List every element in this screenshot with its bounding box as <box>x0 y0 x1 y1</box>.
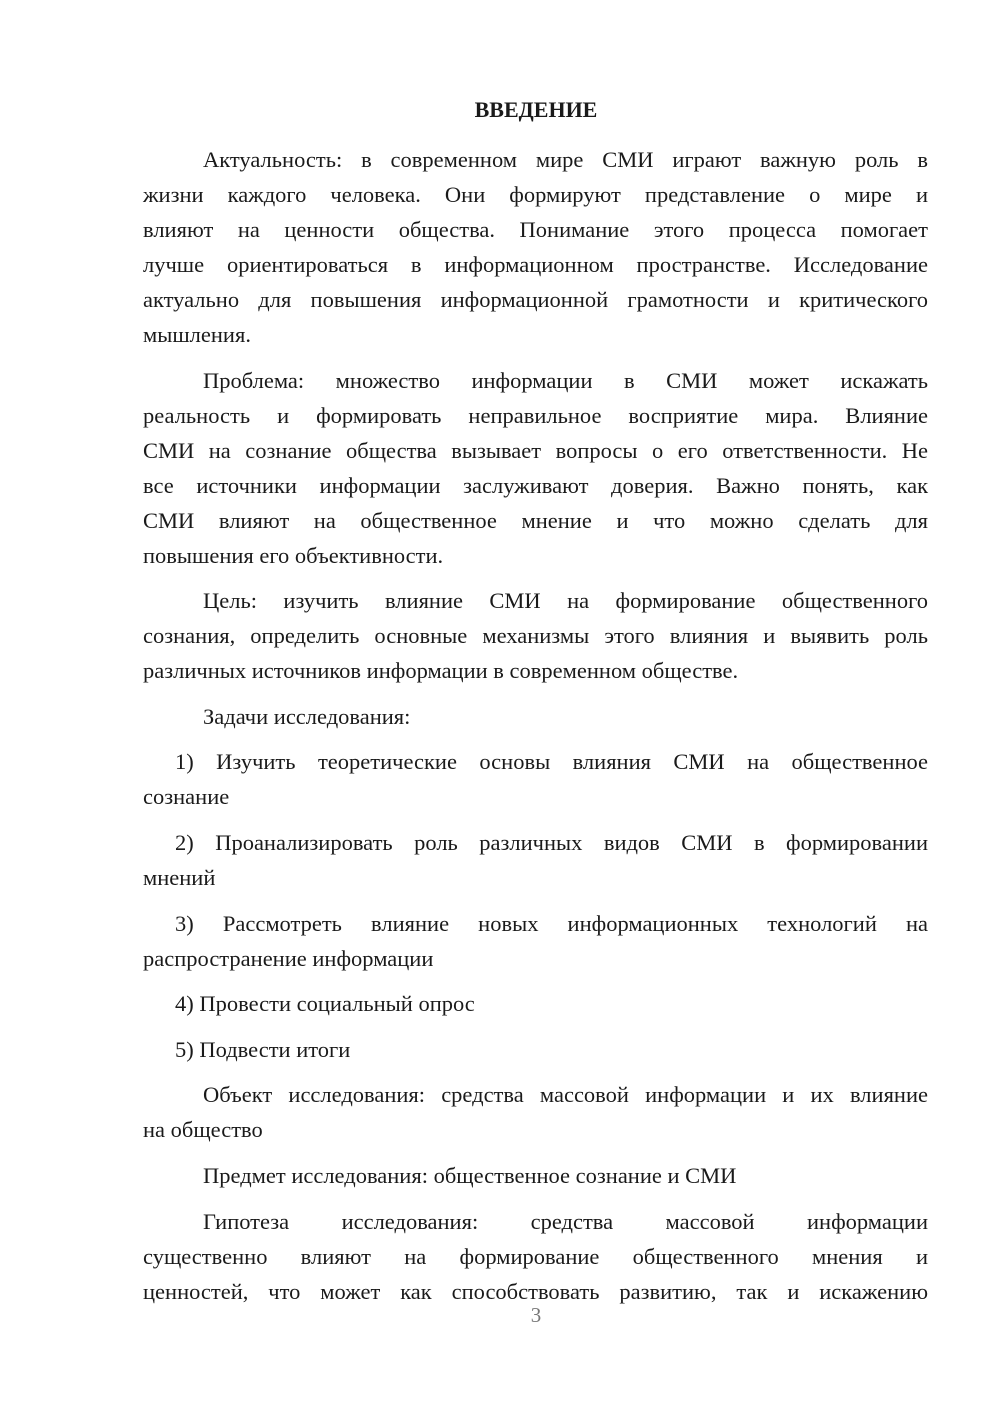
text-line: Задачи исследования: <box>203 703 411 729</box>
text-line: влияют на ценности общества. Понимание этого процесса помогает <box>143 217 928 242</box>
text-line: лучше ориентироваться в информационном пространстве. Исследование <box>143 252 928 277</box>
text-line: повышения его объективности. <box>143 542 444 568</box>
document-body <box>143 142 928 1319</box>
list-item <box>143 744 928 814</box>
list-item <box>143 986 928 1021</box>
text-line: 2) Проанализировать роль различных видов СМИ в формировании <box>175 829 928 855</box>
text-line: распространение информации <box>143 945 434 971</box>
text-line: актуально для повышения информационной грамотности и критического <box>143 287 928 312</box>
text-line: мнений <box>143 864 216 890</box>
text-line: Цель: изучить влияние СМИ на формирование общественного <box>203 588 928 614</box>
text-line: 5) Подвести итоги <box>175 1036 351 1062</box>
text-line: все источники информации заслуживают доверия. Важно понять, как <box>143 472 928 498</box>
text-line: существенно влияют на формирование общественного мнения и <box>143 1243 928 1269</box>
text-line: жизни каждого человека. Они формируют представление о мире и <box>143 182 928 207</box>
text-line: сознания, определить основные механизмы этого влияния и выявить роль <box>143 623 928 649</box>
page-number: 3 <box>530 1303 542 1327</box>
text-line: 3) Рассмотреть влияние новых информационных технологий на <box>175 910 928 936</box>
text-line: реальность и формировать неправильное восприятие мира. Влияние <box>143 402 928 428</box>
text-line: на общество <box>143 1117 263 1143</box>
text-line: ценностей, что может как способствовать развитию, так и искажению <box>143 1278 928 1304</box>
text-line: Гипотеза исследования: средства массовой информации <box>203 1208 928 1234</box>
list-item <box>143 1032 928 1067</box>
list-item <box>143 906 928 976</box>
paragraph <box>143 583 928 688</box>
text-line: различных источников информации в современном обществе. <box>143 658 739 684</box>
paragraph <box>143 1204 928 1309</box>
text-line: Объект исследования: средства массовой информации и их влияние <box>203 1082 928 1108</box>
text-line: сознание <box>143 784 230 810</box>
paragraph <box>143 363 928 573</box>
text-line: 1) Изучить теоретические основы влияния СМИ на общественное <box>175 749 928 775</box>
paragraph <box>143 1158 928 1193</box>
paragraph <box>143 142 928 352</box>
paragraph <box>143 699 928 734</box>
text-line: СМИ влияют на общественное мнение и что можно сделать для <box>143 507 928 533</box>
text-line: Проблема: множество информации в СМИ может искажать <box>203 367 928 393</box>
text-line: Актуальность: в современном мире СМИ играют важную роль в <box>203 147 928 172</box>
text-line: Предмет исследования: общественное сознание и СМИ <box>203 1162 737 1188</box>
paragraph <box>143 1077 928 1147</box>
list-item <box>143 825 928 895</box>
text-line: СМИ на сознание общества вызывает вопросы о его ответственности. Не <box>143 437 928 463</box>
text-line: 4) Провести социальный опрос <box>175 991 475 1017</box>
page-title: ВВЕДЕНИЕ <box>474 97 598 122</box>
text-line: мышления. <box>143 322 251 347</box>
